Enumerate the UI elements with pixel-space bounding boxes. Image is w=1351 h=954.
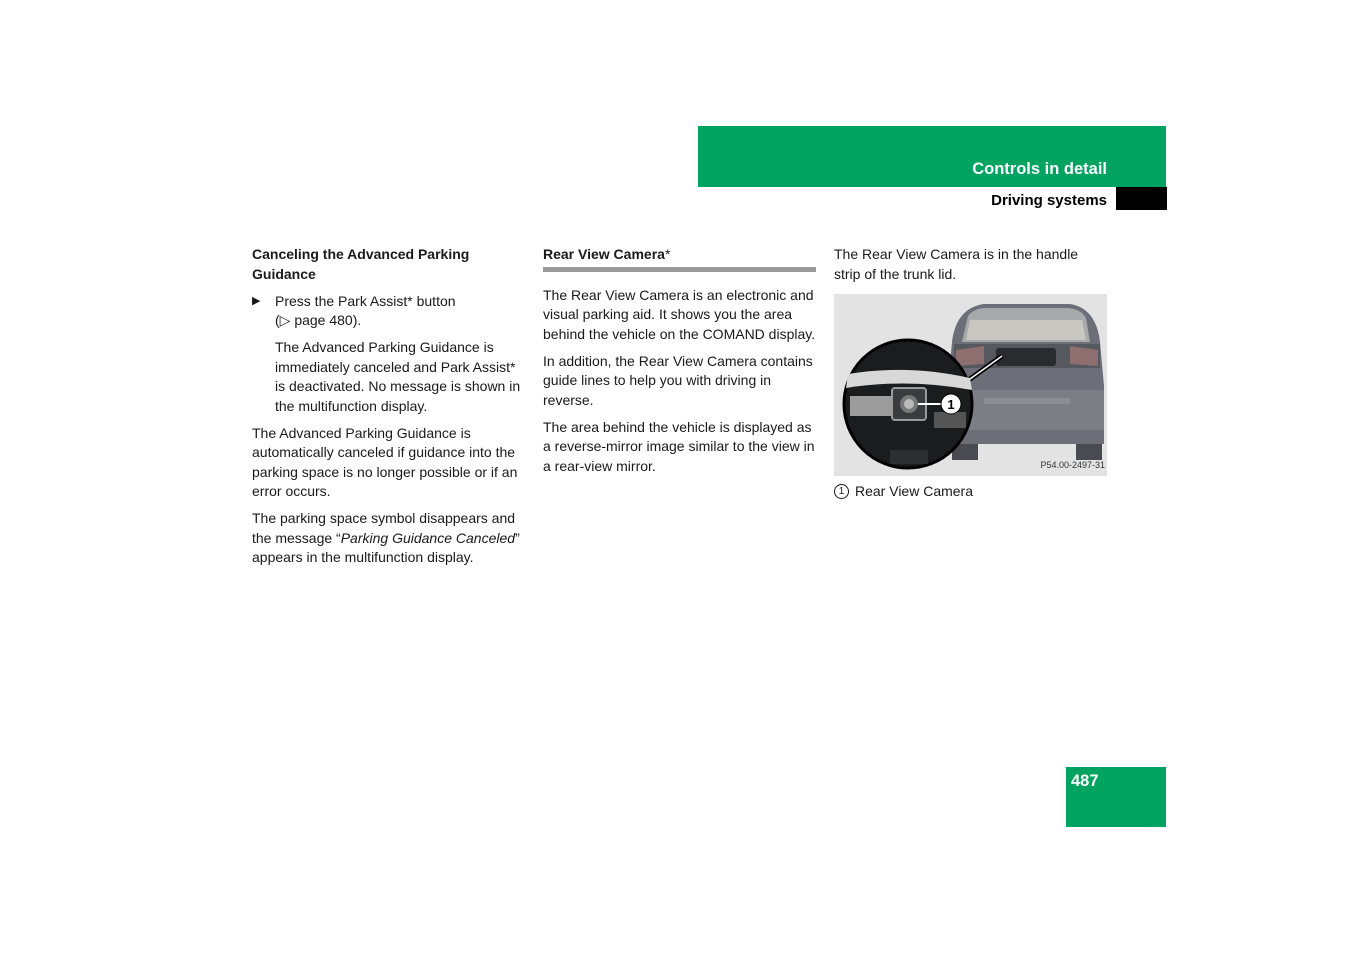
page-number: 487 [1071,772,1099,790]
bullet-line1: Press the Park Assist* button [275,292,456,309]
column-1 [252,245,524,575]
photo-code: P54.00-2497-31 [1040,459,1105,470]
symbol-para-start: The parking space symbol disappears and the message “ [252,510,516,546]
rear-camera-title [543,245,816,272]
caption-text: Rear View Camera [855,483,974,499]
rear-camera-title-text: Rear View Camera [543,246,665,262]
bullet-line2: (▷ page 480). [275,312,362,328]
symbol-para [252,509,524,568]
subsection-title: Driving systems [991,192,1107,209]
bullet-step [252,292,524,331]
bullet-result: The Advanced Parking Guidance is immediately canceled and Park Assist* is deactivated. No message is shown in the multifunction display. [275,339,521,414]
car-rear-illustration [834,294,1107,476]
caption-number-icon: 1 [834,484,849,499]
bullet-arrow-icon: ▶ [252,294,261,307]
cancel-heading: Canceling the Advanced Parking Guidance [252,246,470,282]
column-2 [543,245,816,484]
photo-caption [834,482,1107,502]
rear-camera-title-star: * [664,246,671,262]
camera-para-3: The area behind the vehicle is displayed as a reverse-mirror image similar to the view in a rear-view mirror. [543,418,815,474]
symbol-para-end: ” appears in the multifunction display. [252,529,520,565]
camera-location-text: The Rear View Camera is in the handle strip of the trunk lid. [834,246,1079,282]
auto-cancel-para: The Advanced Parking Guidance is automatically canceled if guidance into the parking space is no longer possible or if an error occurs. [252,424,518,499]
camera-para-1: The Rear View Camera is an electronic and visual parking aid. It shows you the area behind the vehicle on the COMAND display. [543,286,816,342]
camera-para-2: In addition, the Rear View Camera contains guide lines to help you with driving in reverse. [543,352,813,408]
column-3 [834,245,1107,502]
header-tab-marker [1116,187,1167,210]
rear-view-camera-photo [834,294,1107,476]
message-text: Parking Guidance Canceled [340,529,516,546]
section-title: Controls in detail [972,160,1107,178]
photo-callout-number: 1 [947,397,955,412]
